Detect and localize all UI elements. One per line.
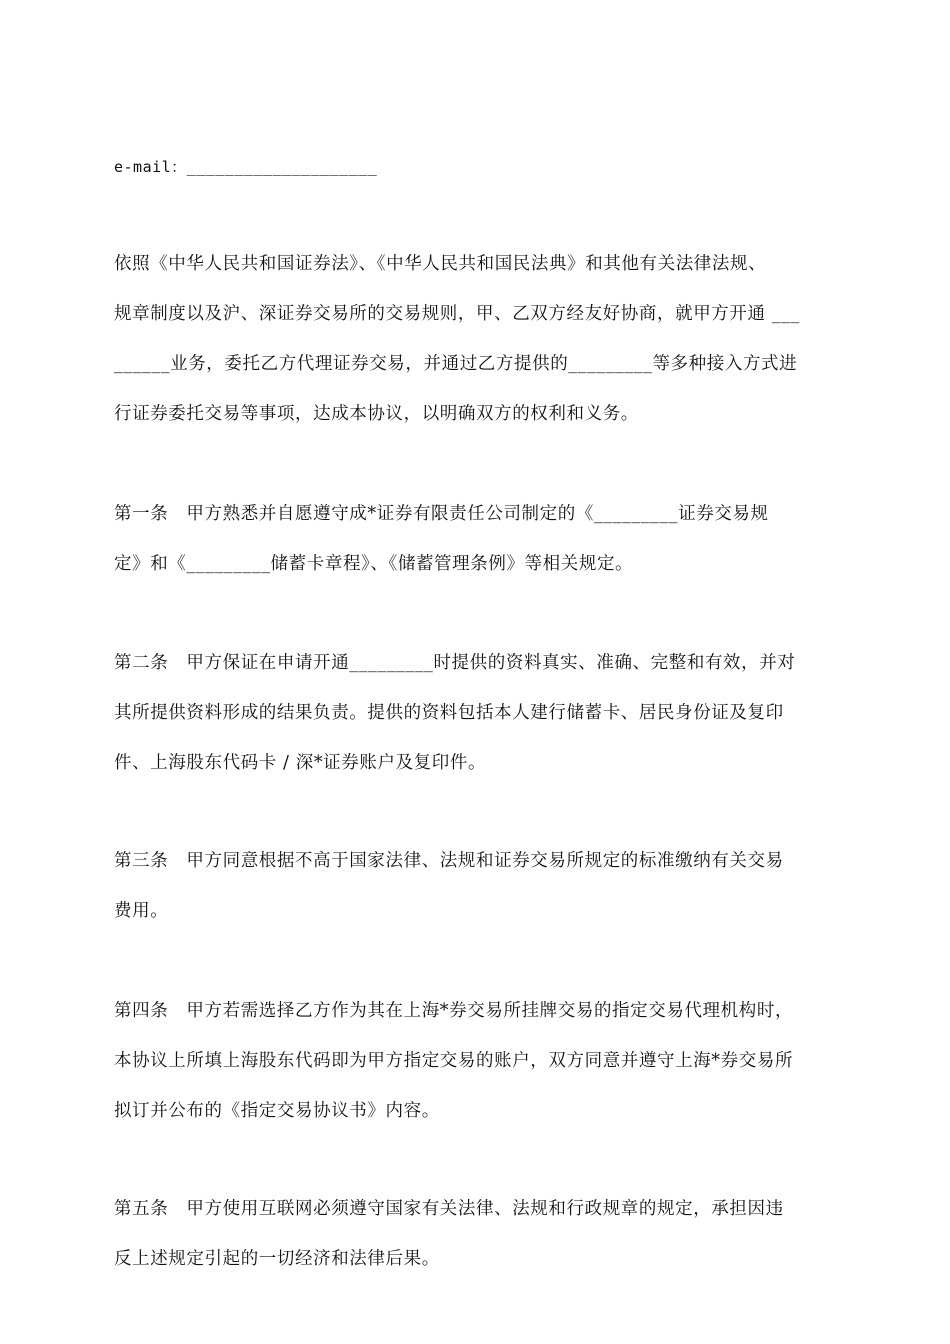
paragraph-line: 反上述规定引起的一切经济和法律后果。 <box>114 1249 440 1269</box>
paragraph-line: 本协议上所填上海股东代码即为甲方指定交易的账户，双方同意并遵守上海*券交易所 <box>114 1051 794 1071</box>
paragraph-line: 第四条 甲方若需选择乙方作为其在上海*券交易所挂牌交易的指定交易代理机构时， <box>114 1001 794 1021</box>
paragraph-line: 拟订并公布的《指定交易协议书》内容。 <box>114 1101 440 1121</box>
paragraph-line: 依照《中华人民共和国证券法》、《中华人民共和国民法典》和其他有关法律法规、 <box>114 254 767 274</box>
paragraph-line: 其所提供资料形成的结果负责。提供的资料包括本人建行储蓄卡、居民身份证及复印 <box>114 703 784 723</box>
paragraph-line: 规章制度以及沪、深证券交易所的交易规则，甲、乙双方经友好协商，就甲方开通 ___ <box>114 304 800 324</box>
paragraph-line: 第三条 甲方同意根据不高于国家法律、法规和证券交易所规定的标准缴纳有关交易 <box>114 851 784 871</box>
paragraph-line: ______业务，委托乙方代理证券交易，并通过乙方提供的_________等多种接入方式进 <box>114 354 798 374</box>
email-line: e-mail：____________________ <box>114 158 378 176</box>
paragraph-line: 费用。 <box>114 901 169 921</box>
paragraph-line: 行证券委托交易等事项，达成本协议，以明确双方的权利和义务。 <box>114 404 639 424</box>
paragraph-line: 第五条 甲方使用互联网必须遵守国家有关法律、法规和行政规章的规定，承担因违 <box>114 1199 784 1219</box>
paragraph-line: 件、上海股东代码卡 / 深*证券账户及复印件。 <box>114 753 487 773</box>
paragraph-line: 第二条 甲方保证在申请开通_________时提供的资料真实、准确、完整和有效，并对 <box>114 653 796 673</box>
paragraph-line: 第一条 甲方熟悉并自愿遵守成*证券有限责任公司制定的《_________证券交易规 <box>114 504 769 524</box>
paragraph-line: 定》和《_________储蓄卡章程》、《储蓄管理条例》等相关规定。 <box>114 554 634 574</box>
